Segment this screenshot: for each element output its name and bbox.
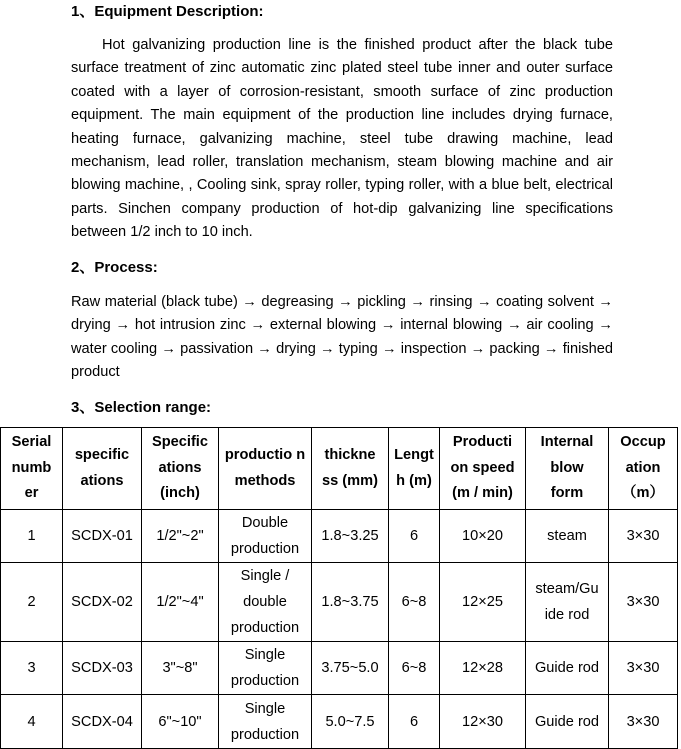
table-row [1, 642, 678, 695]
cell-blow-form: steam/Gu ide rod [526, 563, 609, 642]
cell-thickness: 5.0~7.5 [312, 695, 389, 749]
cell-spec-inch: 1/2"~4" [142, 563, 219, 642]
cell-blow-form: Guide rod [526, 642, 609, 695]
cell-spec: SCDX-01 [63, 510, 142, 563]
section-3-heading: 3、Selection range: [71, 399, 212, 416]
cell-length: 6~8 [389, 563, 440, 642]
table-row [1, 563, 678, 642]
cell-spec-inch: 6"~10" [142, 695, 219, 749]
cell-speed: 12×25 [440, 563, 526, 642]
cell-length: 6~8 [389, 642, 440, 695]
cell-spec-inch: 3"~8" [142, 642, 219, 695]
table-row [1, 695, 678, 749]
table-row [1, 510, 678, 563]
process-paragraph: Raw material (black tube) → degreasing → pickling → rinsing → coating solvent → drying → hot intrusion zinc → external blowing → internal blowing → air cooling → water cooling → passivation → drying → typing → inspection → packing → finished product [71, 294, 613, 381]
section-1-heading: 1、Equipment Description: [71, 3, 264, 20]
cell-occupation: 3×30 [609, 642, 678, 695]
cell-spec: SCDX-04 [63, 695, 142, 749]
cell-occupation: 3×30 [609, 563, 678, 642]
cell-method: Single / double production [219, 563, 312, 642]
header-specifications-inch: Specific ations (inch) [142, 428, 219, 510]
cell-method: Single production [219, 695, 312, 749]
selection-range-table [0, 427, 678, 749]
table-header-row [1, 428, 678, 510]
cell-speed: 12×30 [440, 695, 526, 749]
section-2-heading: 2、Process: [71, 259, 158, 276]
cell-serial: 3 [1, 642, 63, 695]
cell-blow-form: steam [526, 510, 609, 563]
cell-speed: 10×20 [440, 510, 526, 563]
cell-length: 6 [389, 510, 440, 563]
equipment-description-paragraph: Hot galvanizing production line is the finished product after the black tube surface treatment of zinc automatic zinc plated steel tube inner and outer surface coated with a layer of corrosion-resistant, smooth surface of zinc production equipment. The main equipment of the production line includes drying furnace, heating furnace, galvanizing machine, steel tube drawing machine, lead mechanism, lead roller, translation mechanism, steam blowing machine and air blowing machine, , Cooling sink, spray roller, typing roller, with a blue belt, electrical parts. Sinchen company production of hot-dip galvanizing line specifications between 1/2 inch to 10 inch. [71, 37, 613, 241]
cell-speed: 12×28 [440, 642, 526, 695]
cell-thickness: 3.75~5.0 [312, 642, 389, 695]
header-specifications: specific ations [63, 428, 142, 510]
cell-serial: 4 [1, 695, 63, 749]
cell-serial: 1 [1, 510, 63, 563]
cell-occupation: 3×30 [609, 695, 678, 749]
header-production-speed: Producti on speed (m / min) [440, 428, 526, 510]
header-internal-blow-form: Internal blow form [526, 428, 609, 510]
header-length: Lengt h (m) [389, 428, 440, 510]
cell-spec: SCDX-03 [63, 642, 142, 695]
cell-serial: 2 [1, 563, 63, 642]
cell-thickness: 1.8~3.25 [312, 510, 389, 563]
header-serial-number: Serial numb er [1, 428, 63, 510]
cell-thickness: 1.8~3.75 [312, 563, 389, 642]
header-production-methods: productio n methods [219, 428, 312, 510]
cell-spec: SCDX-02 [63, 563, 142, 642]
header-occupation: Occup ation （m） [609, 428, 678, 510]
cell-blow-form: Guide rod [526, 695, 609, 749]
cell-method: Double production [219, 510, 312, 563]
cell-method: Single production [219, 642, 312, 695]
cell-length: 6 [389, 695, 440, 749]
header-thickness: thickne ss (mm) [312, 428, 389, 510]
cell-spec-inch: 1/2"~2" [142, 510, 219, 563]
cell-occupation: 3×30 [609, 510, 678, 563]
